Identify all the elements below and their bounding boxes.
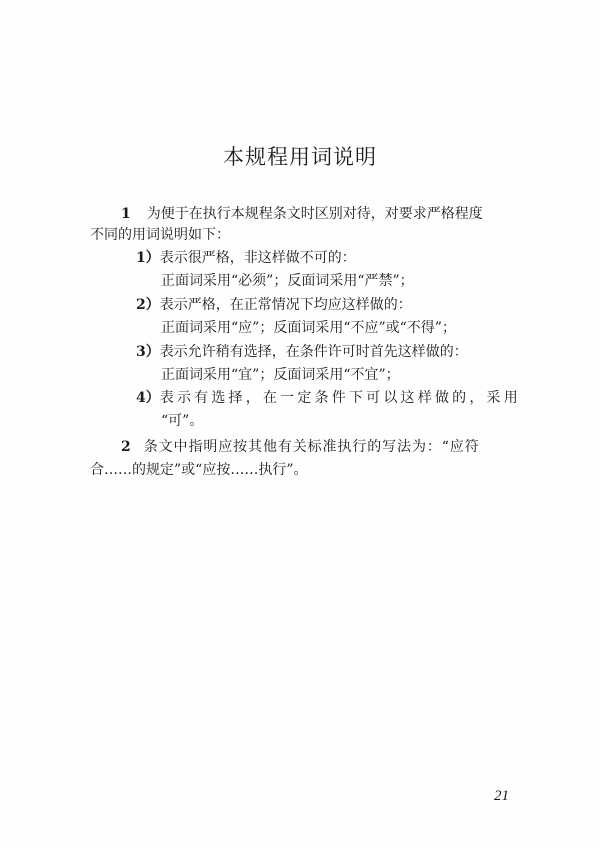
para1-text-line1: 为便于在执行本规程条文时区别对待，对要求严格程度: [146, 206, 483, 222]
page-number: 21: [494, 788, 509, 804]
list-item: [136, 388, 521, 408]
item-text: 表示很严格，非这样做不可的：: [159, 250, 356, 266]
list-item-detail: [161, 318, 456, 338]
para1-number: 1: [121, 206, 131, 222]
item-detail: 正面词采用“应”；反面词采用“不应”或“不得”；: [161, 320, 456, 336]
item-number: 4）: [136, 390, 160, 406]
para1-line1: [121, 204, 483, 224]
list-item-detail: [161, 411, 203, 431]
item-number: 2）: [136, 297, 160, 313]
item-number: 3）: [136, 344, 160, 360]
para2-line2: [90, 460, 307, 480]
item-text: 表示有选择，在一定条件下可以这样做的，采用: [159, 390, 521, 406]
list-item: [136, 295, 412, 315]
para2-text-line2: 合……的规定”或“应按……执行”。: [90, 462, 308, 478]
para2-line1: [121, 437, 480, 457]
item-text: 表示严格，在正常情况下均应这样做的：: [159, 297, 412, 313]
list-item-detail: [161, 365, 400, 385]
item-detail: 正面词采用“宜”；反面词采用“不宜”；: [161, 367, 400, 383]
list-item-detail: [161, 271, 414, 291]
para2-text-line1: 条文中指明应按其他有关标准执行的写法为：“应符: [143, 439, 480, 455]
page-title: 本规程用词说明: [223, 145, 377, 169]
item-detail: 正面词采用“必须”；反面词采用“严禁”；: [161, 273, 414, 289]
list-item: [136, 248, 356, 268]
list-item: [136, 342, 468, 362]
item-detail: “可”。: [161, 413, 204, 429]
para2-number: 2: [121, 439, 131, 455]
item-text: 表示允许稍有选择，在条件许可时首先这样做的：: [159, 344, 468, 360]
para1-line2: [90, 225, 230, 245]
item-number: 1）: [136, 250, 160, 266]
para1-text-line2: 不同的用词说明如下：: [90, 227, 230, 243]
